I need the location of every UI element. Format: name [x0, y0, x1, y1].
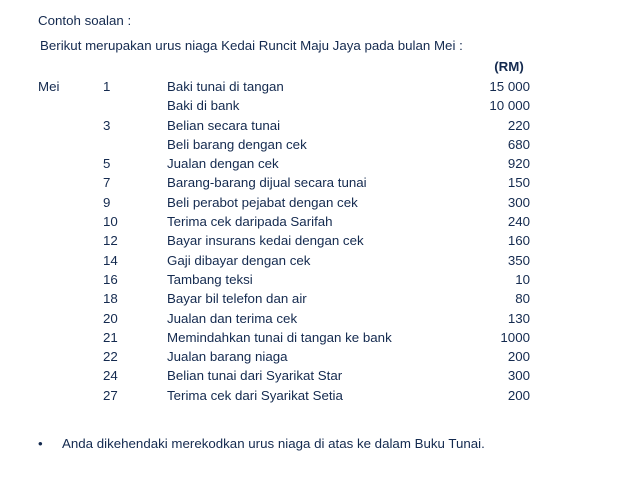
transaction-amount: 80	[515, 291, 530, 307]
transaction-day: 22	[103, 349, 118, 365]
transaction-row	[0, 366, 638, 385]
transaction-amount: 920	[507, 156, 530, 172]
transaction-amount: 300	[507, 368, 530, 384]
transaction-row	[0, 193, 638, 212]
transaction-day: 24	[103, 368, 118, 384]
question-intro: Berikut merupakan urus niaga Kedai Runcit Maju Jaya pada bulan Mei :	[40, 38, 463, 53]
transaction-description: Baki tunai di tangan	[167, 79, 284, 94]
transaction-row	[0, 135, 638, 154]
transaction-day: 21	[103, 329, 118, 345]
transaction-day: 14	[103, 252, 118, 268]
transaction-day: 12	[103, 233, 118, 249]
transaction-row	[0, 231, 638, 250]
transaction-amount: 1000	[500, 329, 530, 345]
amount-unit-header: (RM)	[494, 59, 524, 74]
bullet-marker: •	[38, 436, 43, 451]
transaction-day: 1	[103, 79, 111, 94]
transaction-amount: 350	[507, 252, 530, 268]
transaction-row	[0, 270, 638, 289]
transaction-description: Tambang teksi	[167, 271, 253, 287]
transaction-description: Belian tunai dari Syarikat Star	[167, 368, 343, 384]
transaction-amount: 15 000	[489, 79, 530, 94]
transaction-day: 16	[103, 271, 118, 287]
transaction-description: Terima cek daripada Sarifah	[167, 214, 333, 230]
transaction-amount: 680	[507, 136, 530, 152]
transaction-day: 3	[103, 117, 111, 133]
transaction-day: 27	[103, 387, 118, 403]
transaction-amount: 300	[507, 194, 530, 210]
transaction-description: Barang-barang dijual secara tunai	[167, 175, 367, 191]
transaction-description: Gaji dibayar dengan cek	[167, 252, 311, 268]
transaction-amount: 200	[507, 387, 530, 403]
transaction-row	[0, 328, 638, 347]
transaction-description: Beli perabot pejabat dengan cek	[167, 194, 358, 210]
transaction-amount: 160	[507, 233, 530, 249]
transaction-description: Bayar insurans kedai dengan cek	[167, 233, 364, 249]
transaction-row	[0, 289, 638, 308]
transaction-description: Bayar bil telefon dan air	[167, 291, 307, 307]
transaction-amount: 130	[507, 310, 530, 326]
transaction-amount: 10	[515, 271, 530, 287]
transaction-description: Beli barang dengan cek	[167, 136, 307, 152]
transaction-row	[0, 347, 638, 366]
transaction-amount: 220	[507, 117, 530, 133]
transaction-list	[0, 77, 638, 405]
transaction-row	[0, 173, 638, 192]
transaction-day: 9	[103, 194, 111, 210]
task-text: Anda dikehendaki merekodkan urus niaga di atas ke dalam Buku Tunai.	[62, 436, 485, 451]
transaction-month: Mei	[38, 79, 60, 94]
transaction-row	[0, 77, 638, 96]
transaction-amount: 150	[507, 175, 530, 191]
transaction-day: 7	[103, 175, 111, 191]
task-instruction	[38, 434, 485, 453]
transaction-description: Belian secara tunai	[167, 117, 281, 133]
transaction-day: 10	[103, 214, 118, 230]
transaction-description: Memindahkan tunai di tangan ke bank	[167, 329, 392, 345]
transaction-description: Jualan dan terima cek	[167, 310, 298, 326]
transaction-row	[0, 309, 638, 328]
transaction-row	[0, 251, 638, 270]
transaction-row	[0, 386, 638, 405]
transaction-description: Baki di bank	[167, 98, 240, 114]
transaction-day: 18	[103, 291, 118, 307]
transaction-day: 5	[103, 156, 111, 172]
transaction-day: 20	[103, 310, 118, 326]
transaction-description: Jualan barang niaga	[167, 349, 288, 365]
transaction-description: Terima cek dari Syarikat Setia	[167, 387, 343, 403]
transaction-description: Jualan dengan cek	[167, 156, 279, 172]
question-heading: Contoh soalan :	[38, 13, 132, 28]
transaction-amount: 10 000	[489, 98, 530, 114]
transaction-row	[0, 96, 638, 115]
transaction-row	[0, 116, 638, 135]
transaction-amount: 240	[507, 214, 530, 230]
transaction-row	[0, 212, 638, 231]
transaction-row	[0, 154, 638, 173]
transaction-amount: 200	[507, 349, 530, 365]
